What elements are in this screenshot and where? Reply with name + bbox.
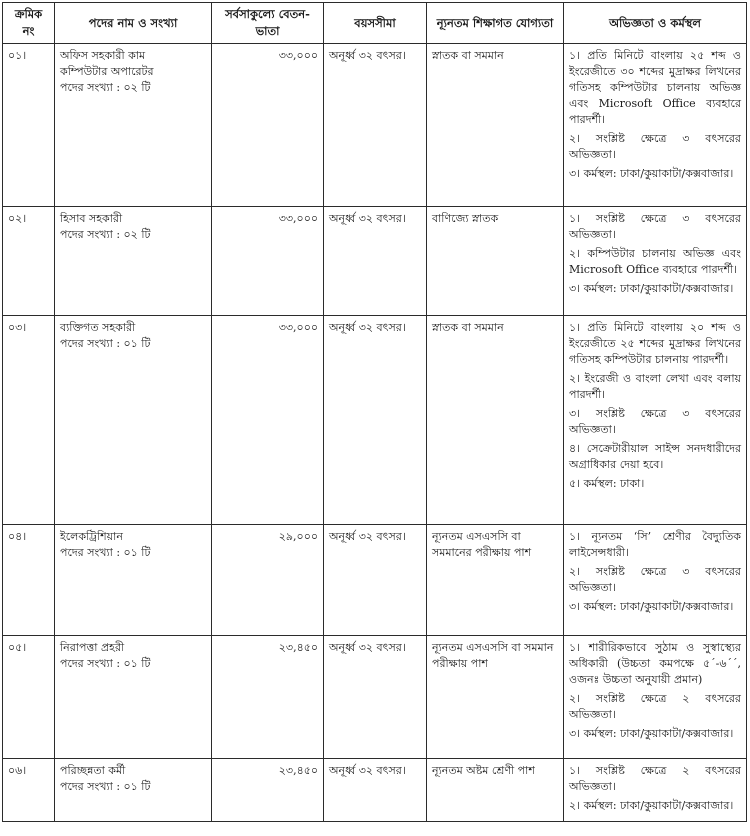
post-line: অফিস সহকারী কাম (60, 49, 146, 62)
header-age: বয়সসীমা (324, 3, 427, 44)
post-line: ব্যক্তিগত সহকারী (60, 321, 136, 334)
post-line: পদের সংখ্যা : ০১ টি (60, 337, 151, 350)
post-line: হিসাব সহকারী (60, 212, 123, 225)
age-cell: অনূর্ধ্ব ৩২ বৎসর। (324, 525, 427, 636)
post-line: পদের সংখ্যা : ০১ টি (60, 780, 151, 793)
education-cell: বাণিজ্যে স্নাতক (427, 207, 564, 316)
experience-cell (564, 207, 747, 316)
header-experience: অভিজ্ঞতা ও কর্মস্থল (564, 3, 747, 44)
table-row (3, 44, 747, 207)
header-post: পদের নাম ও সংখ্যা (55, 3, 212, 44)
education-cell: ন্যূনতম অষ্টম শ্রেণী পাশ (427, 759, 564, 822)
experience-line: ২। সংশ্লিষ্ট ক্ষেত্রে ২ বৎসরের অভিজ্ঞতা। (569, 692, 741, 721)
experience-cell (564, 636, 747, 759)
serial-cell: ০১। (3, 44, 55, 207)
education-cell: স্নাতক বা সমমান (427, 316, 564, 525)
experience-line: ৪। সেক্রেটারীয়াল সাইন্স সনদধারীদের অগ্রাধিকার দেয়া হবে। (569, 442, 741, 471)
experience-line: ৩। কর্মস্থল: ঢাকা/কুয়াকাটা/কক্সবাজার। (569, 727, 734, 740)
pay-cell: ২৩,৪৫০ (212, 636, 324, 759)
age-cell: অনূর্ধ্ব ৩২ বৎসর। (324, 636, 427, 759)
age-cell: অনূর্ধ্ব ৩২ বৎসর। (324, 759, 427, 822)
age-cell: অনূর্ধ্ব ৩২ বৎসর। (324, 44, 427, 207)
header-pay: সর্বসাকুল্যে বেতন-ভাতা (212, 3, 324, 44)
experience-cell (564, 759, 747, 822)
post-cell (55, 525, 212, 636)
serial-cell: ০৫। (3, 636, 55, 759)
post-line: পদের সংখ্যা : ০২ টি (60, 228, 151, 241)
table-row (3, 316, 747, 525)
pay-cell: ৩৩,০০০ (212, 44, 324, 207)
post-line: পদের সংখ্যা : ০১ টি (60, 657, 151, 670)
experience-line: ৩। সংশ্লিষ্ট ক্ষেত্রে ৩ বৎসরের অভিজ্ঞতা। (569, 407, 741, 436)
pay-cell: ৩৩,০০০ (212, 207, 324, 316)
post-line: পরিচ্ছন্নতা কর্মী (60, 764, 126, 777)
age-cell: অনূর্ধ্ব ৩২ বৎসর। (324, 207, 427, 316)
header-serial: ক্রমিক নং (3, 3, 55, 44)
experience-line: ৩। কর্মস্থল: ঢাকা/কুয়াকাটা/কক্সবাজার। (569, 167, 734, 180)
serial-cell: ০৩। (3, 316, 55, 525)
post-cell (55, 44, 212, 207)
table-row (3, 525, 747, 636)
pay-cell: ২৯,০০০ (212, 525, 324, 636)
post-cell (55, 759, 212, 822)
education-cell: ন্যূনতম এসএসসি বা সমমান পরীক্ষায় পাশ (427, 636, 564, 759)
post-line: পদের সংখ্যা : ০১ টি (60, 546, 151, 559)
post-cell (55, 316, 212, 525)
experience-cell (564, 525, 747, 636)
education-cell: স্নাতক বা সমমান (427, 44, 564, 207)
table-row (3, 207, 747, 316)
post-cell (55, 636, 212, 759)
experience-cell (564, 316, 747, 525)
experience-line: ৩। কর্মস্থল: ঢাকা/কুয়াকাটা/কক্সবাজার। (569, 600, 734, 613)
table-header-row (3, 3, 747, 44)
experience-line: ২। সংশ্লিষ্ট ক্ষেত্রে ৩ বৎসরের অভিজ্ঞতা। (569, 565, 741, 594)
serial-cell: ০২। (3, 207, 55, 316)
age-cell: অনূর্ধ্ব ৩২ বৎসর। (324, 316, 427, 525)
job-vacancy-table (2, 2, 747, 822)
pay-cell: ৩৩,০০০ (212, 316, 324, 525)
education-cell: ন্যূনতম এসএসসি বা সমমানের পরীক্ষায় পাশ (427, 525, 564, 636)
experience-line: ১। শারীরিকভাবে সুঠাম ও সুস্বাস্থ্যের অধিকারী (উচ্চতা কমপক্ষে ৫´-৬´´, ওজনঃ উচ্চতা অনুযায়ী প্রমান) (569, 641, 741, 686)
experience-line: ২। কর্মস্থল: ঢাকা/কুয়াকাটা/কক্সবাজার। (569, 799, 734, 812)
experience-line: ১। প্রতি মিনিটে বাংলায় ২০ শব্দ ও ইংরেজীতে ২৫ শব্দের মুদ্রাক্ষর লিখনের গতিসহ কম্পিউটার চালনায় পারদর্শী। (569, 321, 741, 366)
experience-cell (564, 44, 747, 207)
post-cell (55, 207, 212, 316)
post-line: ইলেকট্রিশিয়ান (60, 530, 123, 543)
serial-cell: ০৬। (3, 759, 55, 822)
post-line: কম্পিউটার অপারেটর (60, 65, 154, 78)
experience-line: ২। কম্পিউটার চালনায় অভিজ্ঞ এবং Microsoft Office ব্যবহারে পারদর্শী। (569, 247, 741, 276)
experience-line: ১। সংশ্লিষ্ট ক্ষেত্রে ৩ বৎসরের অভিজ্ঞতা। (569, 212, 741, 241)
experience-line: ৩। কর্মস্থল: ঢাকা/কুয়াকাটা/কক্সবাজার। (569, 282, 734, 295)
table-row (3, 759, 747, 822)
experience-line: ২। সংশ্লিষ্ট ক্ষেত্রে ৩ বৎসরের অভিজ্ঞতা। (569, 132, 741, 161)
post-line: নিরাপত্তা প্রহরী (60, 641, 125, 654)
experience-line: ৫। কর্মস্থল: ঢাকা। (569, 477, 645, 490)
experience-line: ১। প্রতি মিনিটে বাংলায় ২৫ শব্দ ও ইংরেজীতে ৩০ শব্দের মুদ্রাক্ষর লিখনের গতিসহ কম্পিউটার চালনায় অভিজ্ঞ এবং Microsoft Office ব্যবহারে পারদর্শী। (569, 49, 741, 126)
post-line: পদের সংখ্যা : ০২ টি (60, 81, 151, 94)
table-row (3, 636, 747, 759)
experience-line: ২। ইংরেজী ও বাংলা লেখা এবং বলায় পারদর্শী। (569, 372, 741, 401)
experience-line: ১। ন্যূনতম ‘সি’ শ্রেণীর বৈদ্যুতিক লাইসেন্সধারী। (569, 530, 741, 559)
experience-line: ১। সংশ্লিষ্ট ক্ষেত্রে ২ বৎসরের অভিজ্ঞতা। (569, 764, 741, 793)
serial-cell: ০৪। (3, 525, 55, 636)
header-education: ন্যূনতম শিক্ষাগত যোগ্যতা (427, 3, 564, 44)
pay-cell: ২৩,৪৫০ (212, 759, 324, 822)
